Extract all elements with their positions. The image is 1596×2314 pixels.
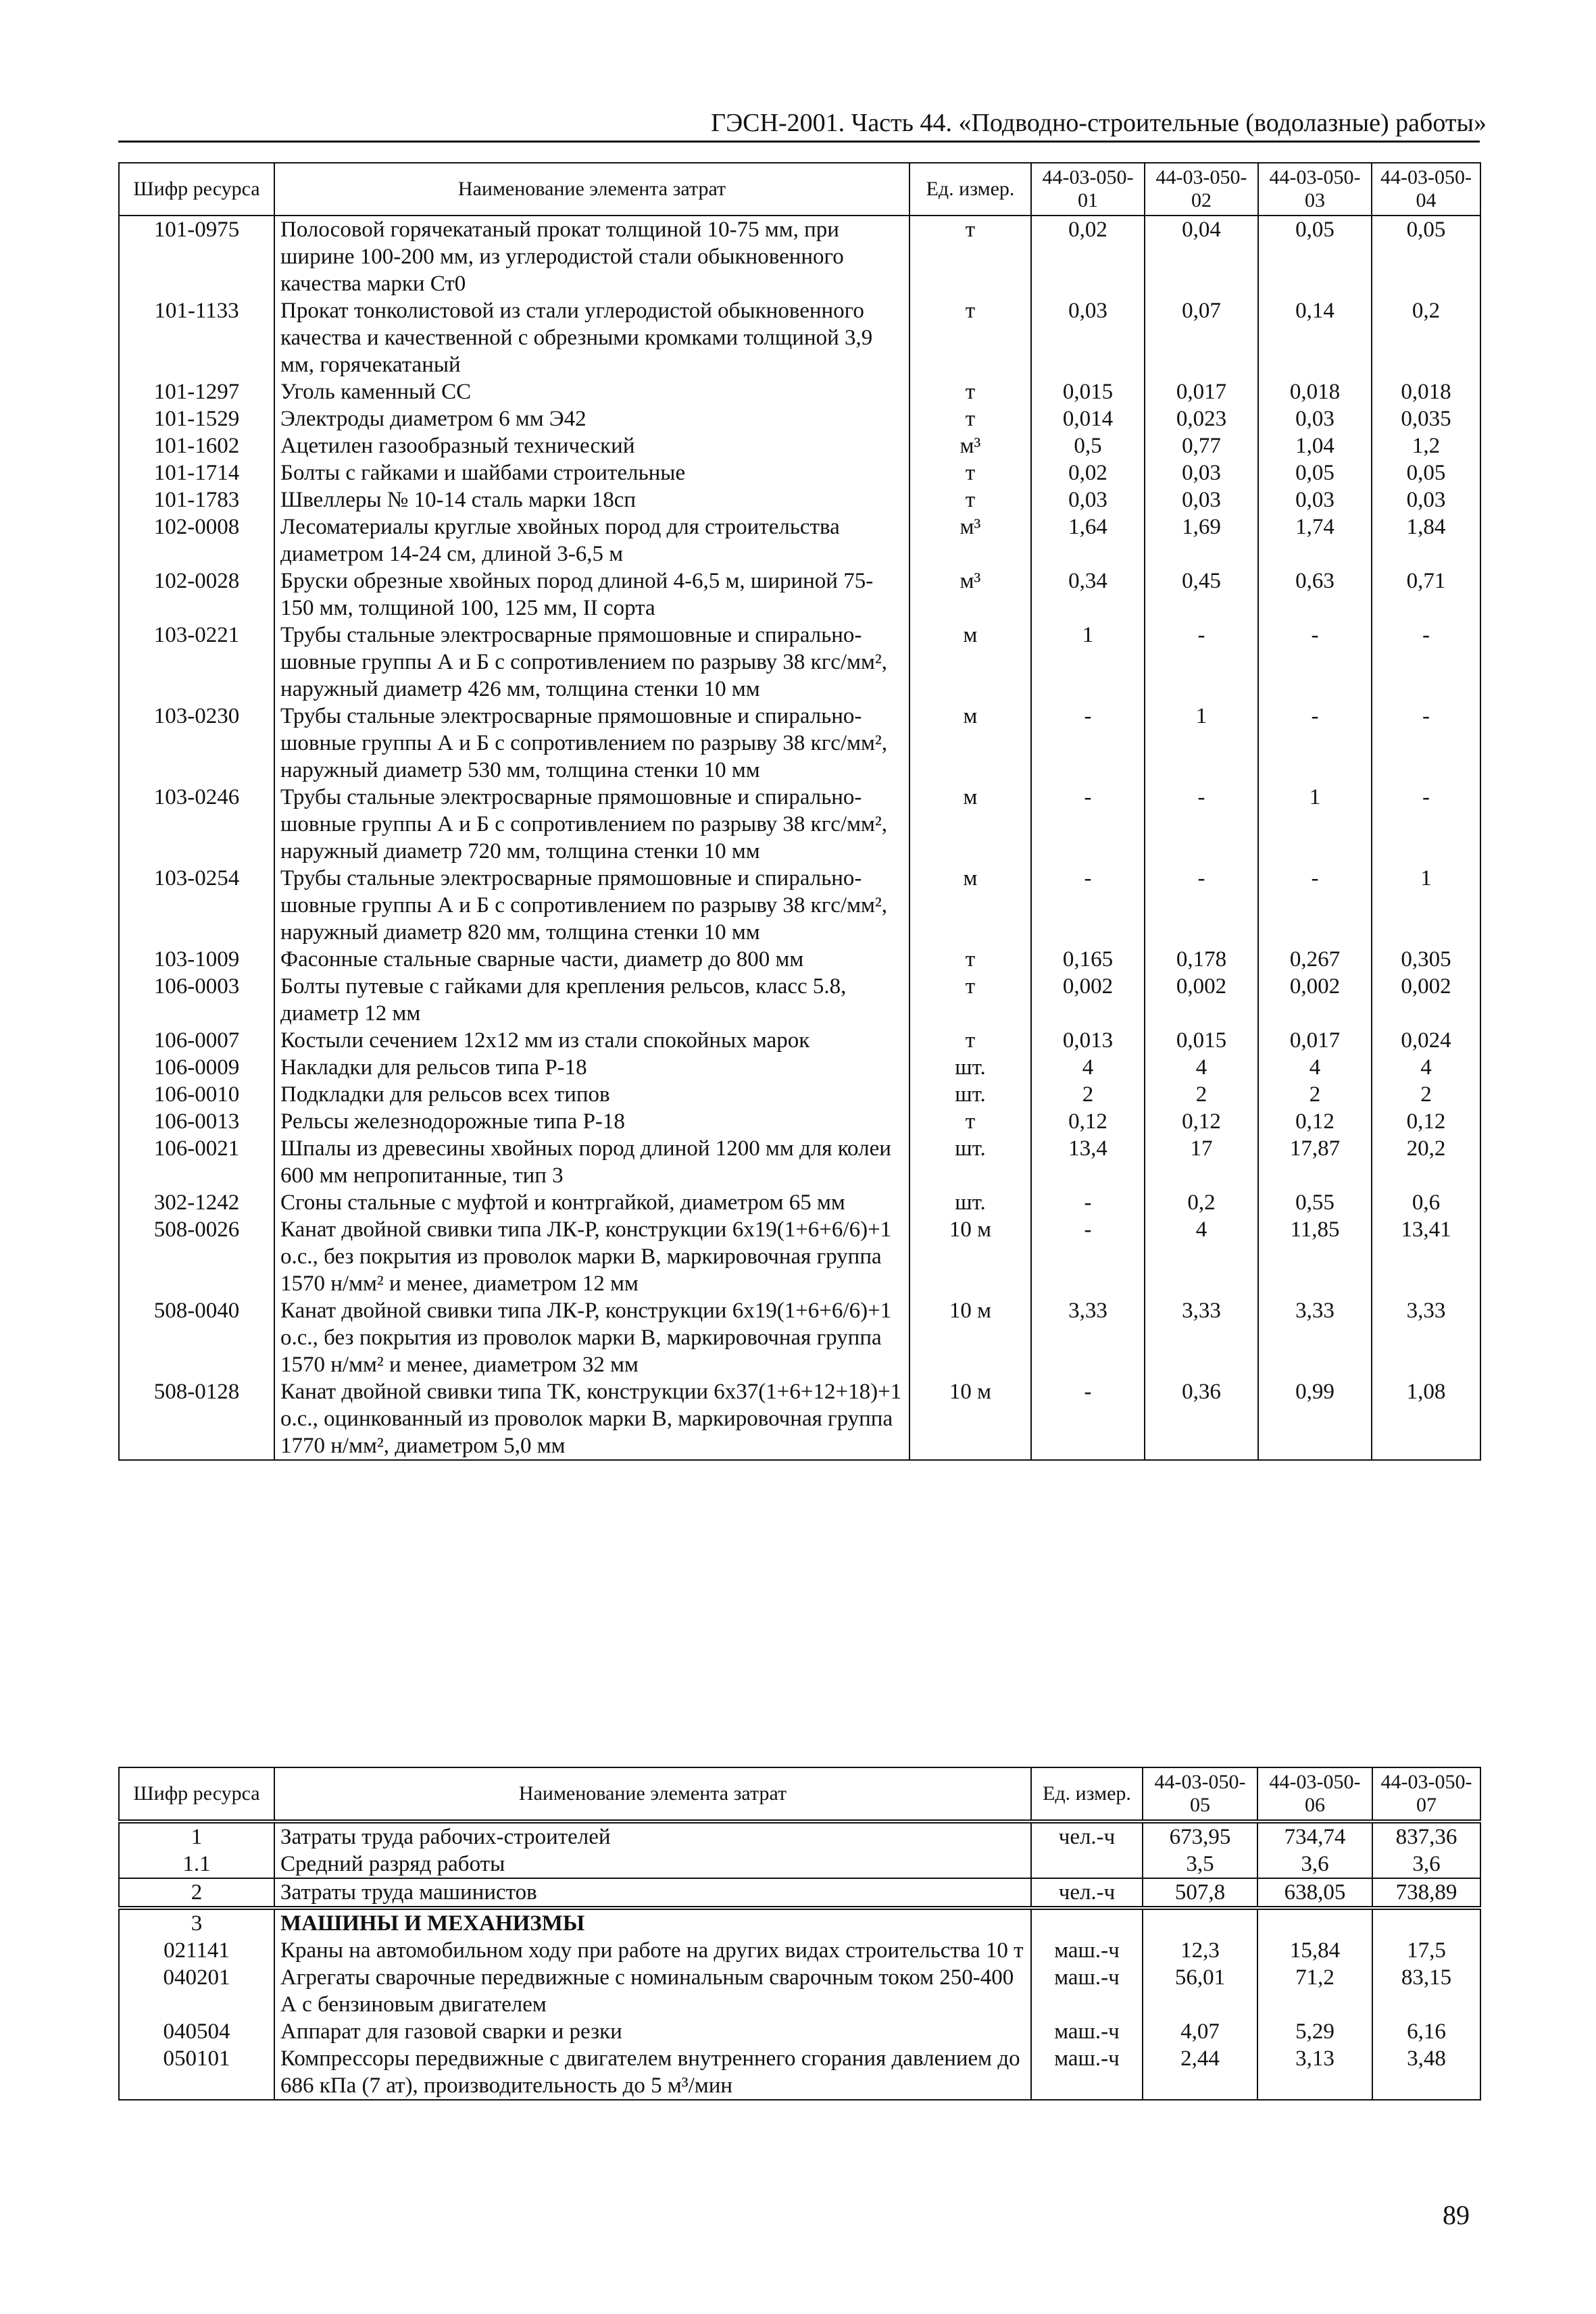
cell-code: 103-1009 [119,946,274,973]
table-row [119,1189,1480,1216]
cell-value: 1 [1372,865,1480,946]
header-rule [118,141,1480,143]
table-row [119,973,1480,1027]
cell-value: 1,64 [1031,513,1145,568]
cell-value: 1 [1145,703,1258,784]
cell-name: Трубы стальные электросварные прямошовные и спирально-шовные группы А и Б с сопротивлением по разрыву 38 кгс/мм², наружный диаметр 530 мм, толщина стенки 10 мм [274,703,909,784]
cell-value: 3,33 [1372,1297,1480,1378]
cell-value: 0,5 [1031,432,1145,459]
cell-unit: т [909,1027,1031,1054]
cell-unit: м [909,865,1031,946]
cell-value: 0,63 [1258,568,1372,622]
table-row [119,432,1480,459]
cell-value: 0,013 [1031,1027,1145,1054]
cell-value: 0,77 [1145,432,1258,459]
cell-unit: чел.-ч [1031,1821,1143,1851]
cell-code: 103-0230 [119,703,274,784]
cell-value: 507,8 [1143,1878,1257,1908]
cell-name: Средний разряд работы [274,1851,1031,1878]
cell-unit: шт. [909,1081,1031,1108]
col-header-norm-07: 44-03-050-07 [1372,1767,1480,1821]
cell-value: 0,6 [1372,1189,1480,1216]
cell-unit: чел.-ч [1031,1878,1143,1908]
cell-value: - [1372,784,1480,865]
cell-value: 0,002 [1145,973,1258,1027]
cell-name: Фасонные стальные сварные части, диаметр до 800 мм [274,946,909,973]
cell-name: Затраты труда машинистов [274,1878,1031,1908]
cell-name: Рельсы железнодорожные типа Р-18 [274,1108,909,1135]
cell-value: 0,12 [1372,1108,1480,1135]
cell-value: - [1145,865,1258,946]
cell-value: 1 [1258,784,1372,865]
cell-unit: т [909,486,1031,513]
cell-value: 0,55 [1258,1189,1372,1216]
cell-value: 83,15 [1372,1964,1480,2018]
cell-value: 0,023 [1145,405,1258,432]
cell-code: 101-1133 [119,297,274,378]
cell-unit: маш.-ч [1031,2018,1143,2045]
cell-value: 2 [1258,1081,1372,1108]
cell-value: 1 [1031,622,1145,703]
cell-name: Подкладки для рельсов всех типов [274,1081,909,1108]
cell-value: 0,34 [1031,568,1145,622]
cell-code: 508-0026 [119,1216,274,1297]
cell-value: 0,05 [1258,216,1372,297]
cell-code: 102-0008 [119,513,274,568]
cell-unit: т [909,405,1031,432]
cell-value: 0,12 [1258,1108,1372,1135]
table-row [119,568,1480,622]
cell-unit: т [909,297,1031,378]
table-row [119,1821,1480,1851]
cell-value: 0,002 [1031,973,1145,1027]
cell-code: 1.1 [119,1851,274,1878]
cell-code: 040504 [119,2018,274,2045]
cell-unit: шт. [909,1189,1031,1216]
cell-code: 103-0246 [119,784,274,865]
cell-unit [1031,1908,1143,1937]
cell-value: 837,36 [1372,1821,1480,1851]
cell-value: 0,14 [1258,297,1372,378]
resources-table-2 [118,1767,1481,2101]
cell-value: 4 [1031,1054,1145,1081]
cell-value: - [1031,703,1145,784]
table-row [119,1216,1480,1297]
cell-value: 13,4 [1031,1135,1145,1189]
cell-code: 040201 [119,1964,274,2018]
cell-unit: т [909,1108,1031,1135]
table-row [119,784,1480,865]
cell-value: 0,267 [1258,946,1372,973]
cell-value: 1,08 [1372,1378,1480,1460]
cell-value: 2 [1031,1081,1145,1108]
cell-name: Болты путевые с гайками для крепления рельсов, класс 5.8, диаметр 12 мм [274,973,909,1027]
table-row [119,1964,1480,2018]
cell-value [1143,1908,1257,1937]
table-row [119,216,1480,297]
cell-unit: м [909,622,1031,703]
col-header-code: Шифр ресурса [119,1767,274,1821]
cell-value: 12,3 [1143,1937,1257,1964]
table-row [119,1378,1480,1460]
cell-unit: м [909,703,1031,784]
cell-code: 101-1297 [119,378,274,405]
cell-name: Накладки для рельсов типа Р-18 [274,1054,909,1081]
table-row [119,1054,1480,1081]
cell-name: Трубы стальные электросварные прямошовные и спирально-шовные группы А и Б с сопротивлением по разрыву 38 кгс/мм², наружный диаметр 426 мм, толщина стенки 10 мм [274,622,909,703]
cell-value: 0,018 [1258,378,1372,405]
cell-value: 0,12 [1031,1108,1145,1135]
cell-value: 0,014 [1031,405,1145,432]
cell-value: 0,2 [1372,297,1480,378]
cell-value: - [1031,1189,1145,1216]
cell-name: Компрессоры передвижные с двигателем внутреннего сгорания давлением до 686 кПа (7 ат), производительность до 5 м³/мин [274,2045,1031,2100]
cell-name: Бруски обрезные хвойных пород длиной 4-6,5 м, шириной 75-150 мм, толщиной 100, 125 мм, II сорта [274,568,909,622]
cell-code: 106-0009 [119,1054,274,1081]
cell-value: 0,03 [1258,486,1372,513]
cell-value: - [1145,784,1258,865]
cell-value: 4 [1145,1216,1258,1297]
table-row [119,1027,1480,1054]
cell-code: 021141 [119,1937,274,1964]
cell-code: 2 [119,1878,274,1908]
table-row [119,865,1480,946]
cell-value: 673,95 [1143,1821,1257,1851]
cell-value: 0,03 [1145,459,1258,486]
table-row [119,1851,1480,1878]
cell-value: 3,33 [1258,1297,1372,1378]
cell-code: 101-1529 [119,405,274,432]
page-number: 89 [1443,2200,1470,2230]
cell-code: 103-0254 [119,865,274,946]
cell-value: 5,29 [1257,2018,1372,2045]
cell-value: 0,035 [1372,405,1480,432]
cell-value: 3,13 [1257,2045,1372,2100]
cell-value: 0,02 [1031,459,1145,486]
cell-value: 2,44 [1143,2045,1257,2100]
table-row [119,378,1480,405]
cell-name: Краны на автомобильном ходу при работе на других видах строительства 10 т [274,1937,1031,1964]
cell-name: Сгоны стальные с муфтой и контргайкой, диаметром 65 мм [274,1189,909,1216]
cell-value: 3,33 [1031,1297,1145,1378]
cell-value: 17,87 [1258,1135,1372,1189]
cell-value: 0,07 [1145,297,1258,378]
cell-name: Электроды диаметром 6 мм Э42 [274,405,909,432]
cell-code: 102-0028 [119,568,274,622]
cell-value: - [1258,622,1372,703]
col-header-unit: Ед. измер. [909,163,1031,216]
cell-value: - [1031,784,1145,865]
cell-value: 2 [1372,1081,1480,1108]
cell-value: 0,99 [1258,1378,1372,1460]
table-row [119,297,1480,378]
table-row [119,1108,1480,1135]
cell-value: 0,71 [1372,568,1480,622]
cell-unit: т [909,459,1031,486]
cell-value: 0,36 [1145,1378,1258,1460]
col-header-name: Наименование элемента затрат [274,1767,1031,1821]
cell-unit: маш.-ч [1031,1937,1143,1964]
cell-name: МАШИНЫ И МЕХАНИЗМЫ [274,1908,1031,1937]
cell-value: 2 [1145,1081,1258,1108]
table-row [119,513,1480,568]
cell-value: 56,01 [1143,1964,1257,2018]
cell-unit: т [909,946,1031,973]
cell-value: 0,05 [1372,459,1480,486]
table-row [119,1297,1480,1378]
cell-value: 0,002 [1258,973,1372,1027]
cell-value: 0,018 [1372,378,1480,405]
cell-value: 3,33 [1145,1297,1258,1378]
cell-name: Трубы стальные электросварные прямошовные и спирально-шовные группы А и Б с сопротивлением по разрыву 38 кгс/мм², наружный диаметр 820 мм, толщина стенки 10 мм [274,865,909,946]
cell-unit: т [909,973,1031,1027]
cell-value: 0,03 [1258,405,1372,432]
cell-value: 0,03 [1031,297,1145,378]
cell-value: 0,002 [1372,973,1480,1027]
cell-value: 738,89 [1372,1878,1480,1908]
col-header-norm-04: 44-03-050-04 [1372,163,1480,216]
cell-name: Агрегаты сварочные передвижные с номинальным сварочным током 250-400 А с бензиновым двигателем [274,1964,1031,2018]
cell-code: 101-0975 [119,216,274,297]
cell-name: Канат двойной свивки типа ТК, конструкции 6x37(1+6+12+18)+1 о.с., оцинкованный из проволок марки В, маркировочная группа 1770 н/мм², диаметром 5,0 мм [274,1378,909,1460]
cell-value: 3,6 [1372,1851,1480,1878]
cell-value: - [1031,1378,1145,1460]
cell-value [1372,1908,1480,1937]
col-header-norm-05: 44-03-050-05 [1143,1767,1257,1821]
cell-value: 0,015 [1031,378,1145,405]
cell-value: 734,74 [1257,1821,1372,1851]
cell-code: 302-1242 [119,1189,274,1216]
cell-value: 3,5 [1143,1851,1257,1878]
resources-table-1 [118,162,1481,1461]
table-row [119,622,1480,703]
table-row [119,2045,1480,2100]
cell-code: 106-0007 [119,1027,274,1054]
cell-value: 0,178 [1145,946,1258,973]
cell-code: 508-0040 [119,1297,274,1378]
table-row [119,1135,1480,1189]
cell-value [1257,1908,1372,1937]
cell-value: 0,05 [1258,459,1372,486]
cell-value: 17 [1145,1135,1258,1189]
cell-value: 4,07 [1143,2018,1257,2045]
cell-unit: т [909,378,1031,405]
cell-code: 101-1714 [119,459,274,486]
cell-value: - [1258,703,1372,784]
running-header: ГЭСН-2001. Часть 44. «Подводно-строительные (водолазные) работы» [711,109,1487,137]
table-body [119,1821,1480,2100]
cell-value: 1,84 [1372,513,1480,568]
cell-value: 0,024 [1372,1027,1480,1054]
cell-unit [1031,1851,1143,1878]
cell-code: 508-0128 [119,1378,274,1460]
cell-value: 0,305 [1372,946,1480,973]
col-header-name: Наименование элемента затрат [274,163,909,216]
cell-code: 106-0003 [119,973,274,1027]
table-row [119,703,1480,784]
cell-name: Прокат тонколистовой из стали углеродистой обыкновенного качества и качественной с обрезными кромками толщиной 3,9 мм, горячекатаный [274,297,909,378]
table-row [119,946,1480,973]
cell-value: 1,2 [1372,432,1480,459]
cell-code: 106-0013 [119,1108,274,1135]
cell-code: 050101 [119,2045,274,2100]
cell-value: 0,12 [1145,1108,1258,1135]
cell-unit: 10 м [909,1297,1031,1378]
cell-name: Канат двойной свивки типа ЛК-Р, конструкции 6x19(1+6+6/6)+1 о.с., без покрытия из проволок марки В, маркировочная группа 1570 н/мм² и менее, диаметром 12 мм [274,1216,909,1297]
cell-value: 1,74 [1258,513,1372,568]
cell-value: 0,03 [1031,486,1145,513]
cell-unit: 10 м [909,1216,1031,1297]
cell-value: 71,2 [1257,1964,1372,2018]
cell-value: 15,84 [1257,1937,1372,1964]
cell-value: 3,48 [1372,2045,1480,2100]
cell-code: 3 [119,1908,274,1937]
cell-value: - [1258,865,1372,946]
cell-name: Уголь каменный СС [274,378,909,405]
col-header-code: Шифр ресурса [119,163,274,216]
cell-value: 4 [1145,1054,1258,1081]
cell-value: - [1031,1216,1145,1297]
cell-code: 101-1783 [119,486,274,513]
cell-value: 3,6 [1257,1851,1372,1878]
cell-value: 0,017 [1145,378,1258,405]
cell-value: 0,03 [1372,486,1480,513]
col-header-unit: Ед. измер. [1031,1767,1143,1821]
cell-value: 1,69 [1145,513,1258,568]
cell-name: Полосовой горячекатаный прокат толщиной 10-75 мм, при ширине 100-200 мм, из углеродистой стали обыкновенного качества марки Ст0 [274,216,909,297]
cell-unit: маш.-ч [1031,1964,1143,2018]
cell-name: Шпалы из древесины хвойных пород длиной 1200 мм для колеи 600 мм непропитанные, тип 3 [274,1135,909,1189]
cell-name: Костыли сечением 12x12 мм из стали спокойных марок [274,1027,909,1054]
table-row [119,2018,1480,2045]
table-row [119,486,1480,513]
cell-value: 0,05 [1372,216,1480,297]
cell-value: 0,45 [1145,568,1258,622]
cell-value: 0,165 [1031,946,1145,973]
cell-value: 4 [1372,1054,1480,1081]
table-row [119,405,1480,432]
col-header-norm-06: 44-03-050-06 [1257,1767,1372,1821]
cell-value: 11,85 [1258,1216,1372,1297]
cell-value: 6,16 [1372,2018,1480,2045]
cell-value: 0,017 [1258,1027,1372,1054]
cell-value: 0,2 [1145,1189,1258,1216]
col-header-norm-03: 44-03-050-03 [1258,163,1372,216]
cell-unit: м³ [909,568,1031,622]
cell-unit: шт. [909,1135,1031,1189]
cell-value: 0,02 [1031,216,1145,297]
cell-name: Болты с гайками и шайбами строительные [274,459,909,486]
col-header-norm-02: 44-03-050-02 [1145,163,1258,216]
cell-value: 0,03 [1145,486,1258,513]
cell-name: Ацетилен газообразный технический [274,432,909,459]
cell-code: 106-0010 [119,1081,274,1108]
cell-code: 1 [119,1821,274,1851]
cell-name: Трубы стальные электросварные прямошовные и спирально-шовные группы А и Б с сопротивлением по разрыву 38 кгс/мм², наружный диаметр 720 мм, толщина стенки 10 мм [274,784,909,865]
cell-value: - [1031,865,1145,946]
cell-value: - [1372,703,1480,784]
cell-value: 0,04 [1145,216,1258,297]
cell-unit: м³ [909,513,1031,568]
cell-unit: 10 м [909,1378,1031,1460]
cell-unit: м³ [909,432,1031,459]
table-header-row [119,1767,1480,1821]
cell-name: Затраты труда рабочих-строителей [274,1821,1031,1851]
cell-code: 103-0221 [119,622,274,703]
table-row [119,1937,1480,1964]
cell-unit: шт. [909,1054,1031,1081]
table-row [119,1878,1480,1908]
col-header-norm-01: 44-03-050-01 [1031,163,1145,216]
table-body [119,216,1480,1460]
cell-value: - [1372,622,1480,703]
cell-unit: т [909,216,1031,297]
cell-value: 1,04 [1258,432,1372,459]
cell-unit: м [909,784,1031,865]
cell-value: 0,015 [1145,1027,1258,1054]
table-header-row [119,163,1480,216]
cell-name: Лесоматериалы круглые хвойных пород для строительства диаметром 14-24 см, длиной 3-6,5 м [274,513,909,568]
cell-code: 106-0021 [119,1135,274,1189]
cell-value: - [1145,622,1258,703]
cell-code: 101-1602 [119,432,274,459]
cell-name: Швеллеры № 10-14 сталь марки 18сп [274,486,909,513]
cell-value: 13,41 [1372,1216,1480,1297]
cell-value: 638,05 [1257,1878,1372,1908]
table-row [119,459,1480,486]
cell-name: Канат двойной свивки типа ЛК-Р, конструкции 6x19(1+6+6/6)+1 о.с., без покрытия из проволок марки В, маркировочная группа 1570 н/мм² и менее, диаметром 32 мм [274,1297,909,1378]
cell-value: 20,2 [1372,1135,1480,1189]
table-row [119,1081,1480,1108]
cell-unit: маш.-ч [1031,2045,1143,2100]
table-row [119,1908,1480,1937]
cell-value: 4 [1258,1054,1372,1081]
cell-value: 17,5 [1372,1937,1480,1964]
cell-name: Аппарат для газовой сварки и резки [274,2018,1031,2045]
